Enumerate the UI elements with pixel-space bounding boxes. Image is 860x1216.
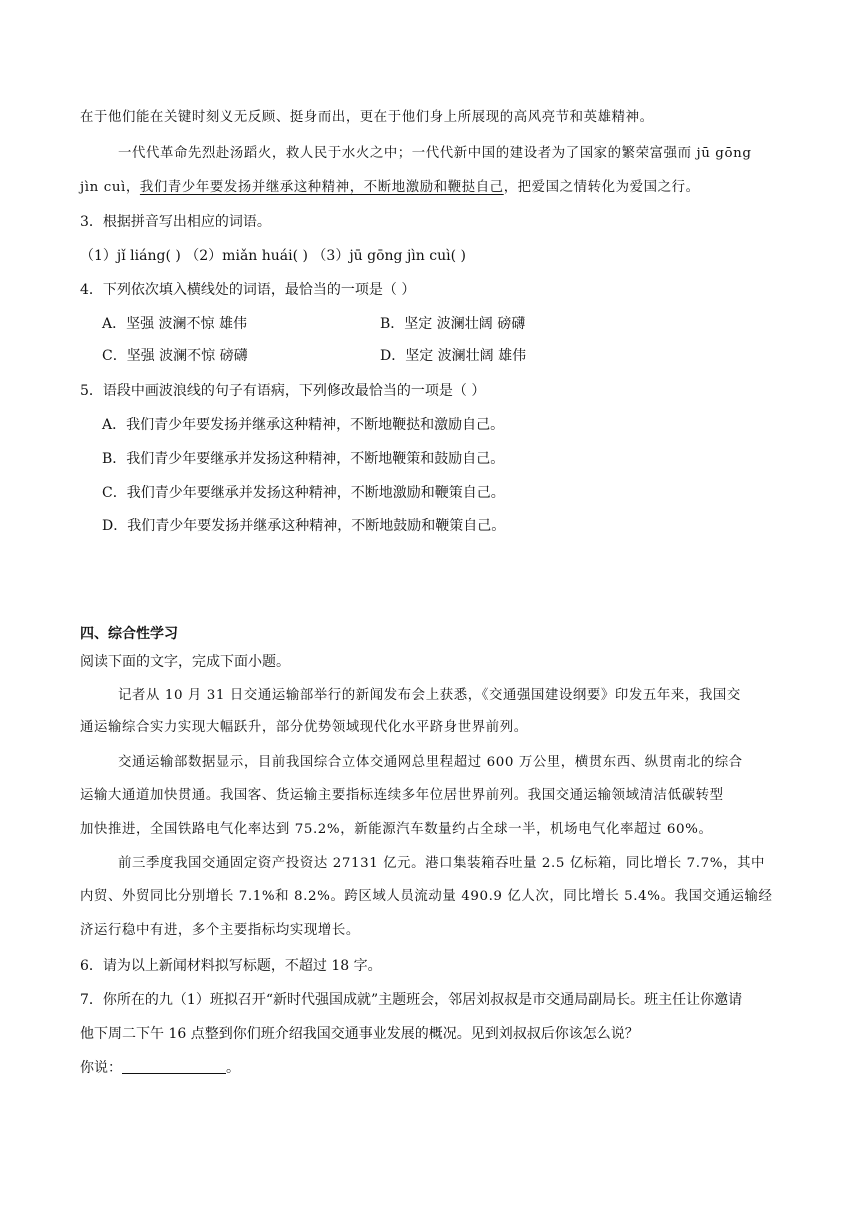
news-paragraph-line: 加快推进，全国铁路电气化率达到 75.2%，新能源汽车数量约占全球一半，机场电气化率超过 60%。 bbox=[80, 822, 713, 837]
option-d: D．坚定 波澜壮阔 雄伟 bbox=[380, 348, 527, 364]
passage-line: 一代代革命先烈赴汤蹈火，救人民于水火之中；一代代新中国的建设者为了国家的繁荣富强而 jū gōng bbox=[118, 146, 752, 161]
news-paragraph-line: 内贸、外贸同比分别增长 7.1%和 8.2%。跨区域人员流动量 490.9 亿人次，同比增长 5.4%。我国交通运输经 bbox=[80, 889, 773, 904]
news-paragraph-line: 通运输综合实力实现大幅跃升，部分优势领域现代化水平跻身世界前列。 bbox=[80, 720, 528, 735]
answer-label: 你说： bbox=[80, 1060, 122, 1076]
pinyin-jugongjincui: jìn cuì， bbox=[80, 180, 140, 195]
option-b: B．坚定 波澜壮阔 磅礴 bbox=[380, 316, 526, 332]
news-paragraph-line: 记者从 10 月 31 日交通运输部举行的新闻发布会上获悉，《交通强国建设纲要》印发五年来，我国交 bbox=[118, 688, 741, 703]
option-b: B．我们青少年要继承并发扬这种精神，不断地鞭策和鼓励自己。 bbox=[102, 451, 505, 467]
answer-blank[interactable] bbox=[122, 1059, 226, 1074]
option-d: D．我们青少年要发扬并继承这种精神，不断地鼓励和鞭策自己。 bbox=[102, 518, 506, 534]
passage-line bbox=[80, 178, 700, 198]
section-intro: 阅读下面的文字，完成下面小题。 bbox=[80, 654, 290, 670]
news-paragraph-line: 前三季度我国交通固定资产投资达 27131 亿元。港口集装箱吞吐量 2.5 亿标箱，同比增长 7.7%，其中 bbox=[118, 856, 766, 871]
question-stem: 3．根据拼音写出相应的词语。 bbox=[80, 214, 271, 230]
option-c: C．我们青少年要继承并发扬这种精神，不断地激励和鞭策自己。 bbox=[102, 485, 505, 501]
question-stem: 5．语段中画波浪线的句子有语病，下列修改最恰当的一项是（ ） bbox=[80, 383, 486, 399]
question-stem: 4．下列依次填入横线处的词语，最恰当的一项是（ ） bbox=[80, 282, 416, 298]
question-stem: 7．你所在的九（1）班拟召开“新时代强国成就”主题班会，邻居刘叔叔是市交通局副局长。班主任让你邀请 bbox=[80, 992, 743, 1008]
answer-end: 。 bbox=[226, 1060, 240, 1076]
passage-text: ，把爱国之情转化为爱国之行。 bbox=[503, 180, 700, 195]
option-a: A．我们青少年要发扬并继承这种精神，不断地鞭挞和激励自己。 bbox=[102, 417, 505, 433]
question-stem: 他下周二下午 16 点整到你们班介绍我国交通事业发展的概况。见到刘叔叔后你该怎么说？ bbox=[80, 1026, 639, 1042]
news-paragraph-line: 交通运输部数据显示，目前我国综合立体交通网总里程超过 600 万公里，横贯东西、纵贯南北的综合 bbox=[118, 755, 743, 770]
wavy-underlined-sentence: 我们青少年要发扬并继承这种精神，不断地激励和鞭挞自己 bbox=[139, 180, 504, 195]
option-a: A．坚强 波澜不惊 雄伟 bbox=[102, 316, 248, 332]
news-paragraph-line: 运输大通道加快贯通。我国客、货运输主要指标连续多年位居世界前列。我国交通运输领域清洁低碳转型 bbox=[80, 788, 724, 803]
answer-line bbox=[80, 1058, 240, 1078]
passage-line: 在于他们能在关键时刻义无反顾、挺身而出，更在于他们身上所展现的高风亮节和英雄精神。 bbox=[80, 110, 654, 125]
option-c: C．坚强 波澜不惊 磅礴 bbox=[102, 348, 248, 364]
section-heading: 四、综合性学习 bbox=[80, 626, 178, 642]
question-stem: 6．请为以上新闻材料拟写标题，不超过 18 字。 bbox=[80, 958, 382, 974]
news-paragraph-line: 济运行稳中有进，多个主要指标均实现增长。 bbox=[80, 923, 360, 938]
pinyin-items: （1）jǐ liáng( ) （2）miǎn huái( ) （3）jū gōng jìn cuì( ) bbox=[80, 248, 466, 264]
